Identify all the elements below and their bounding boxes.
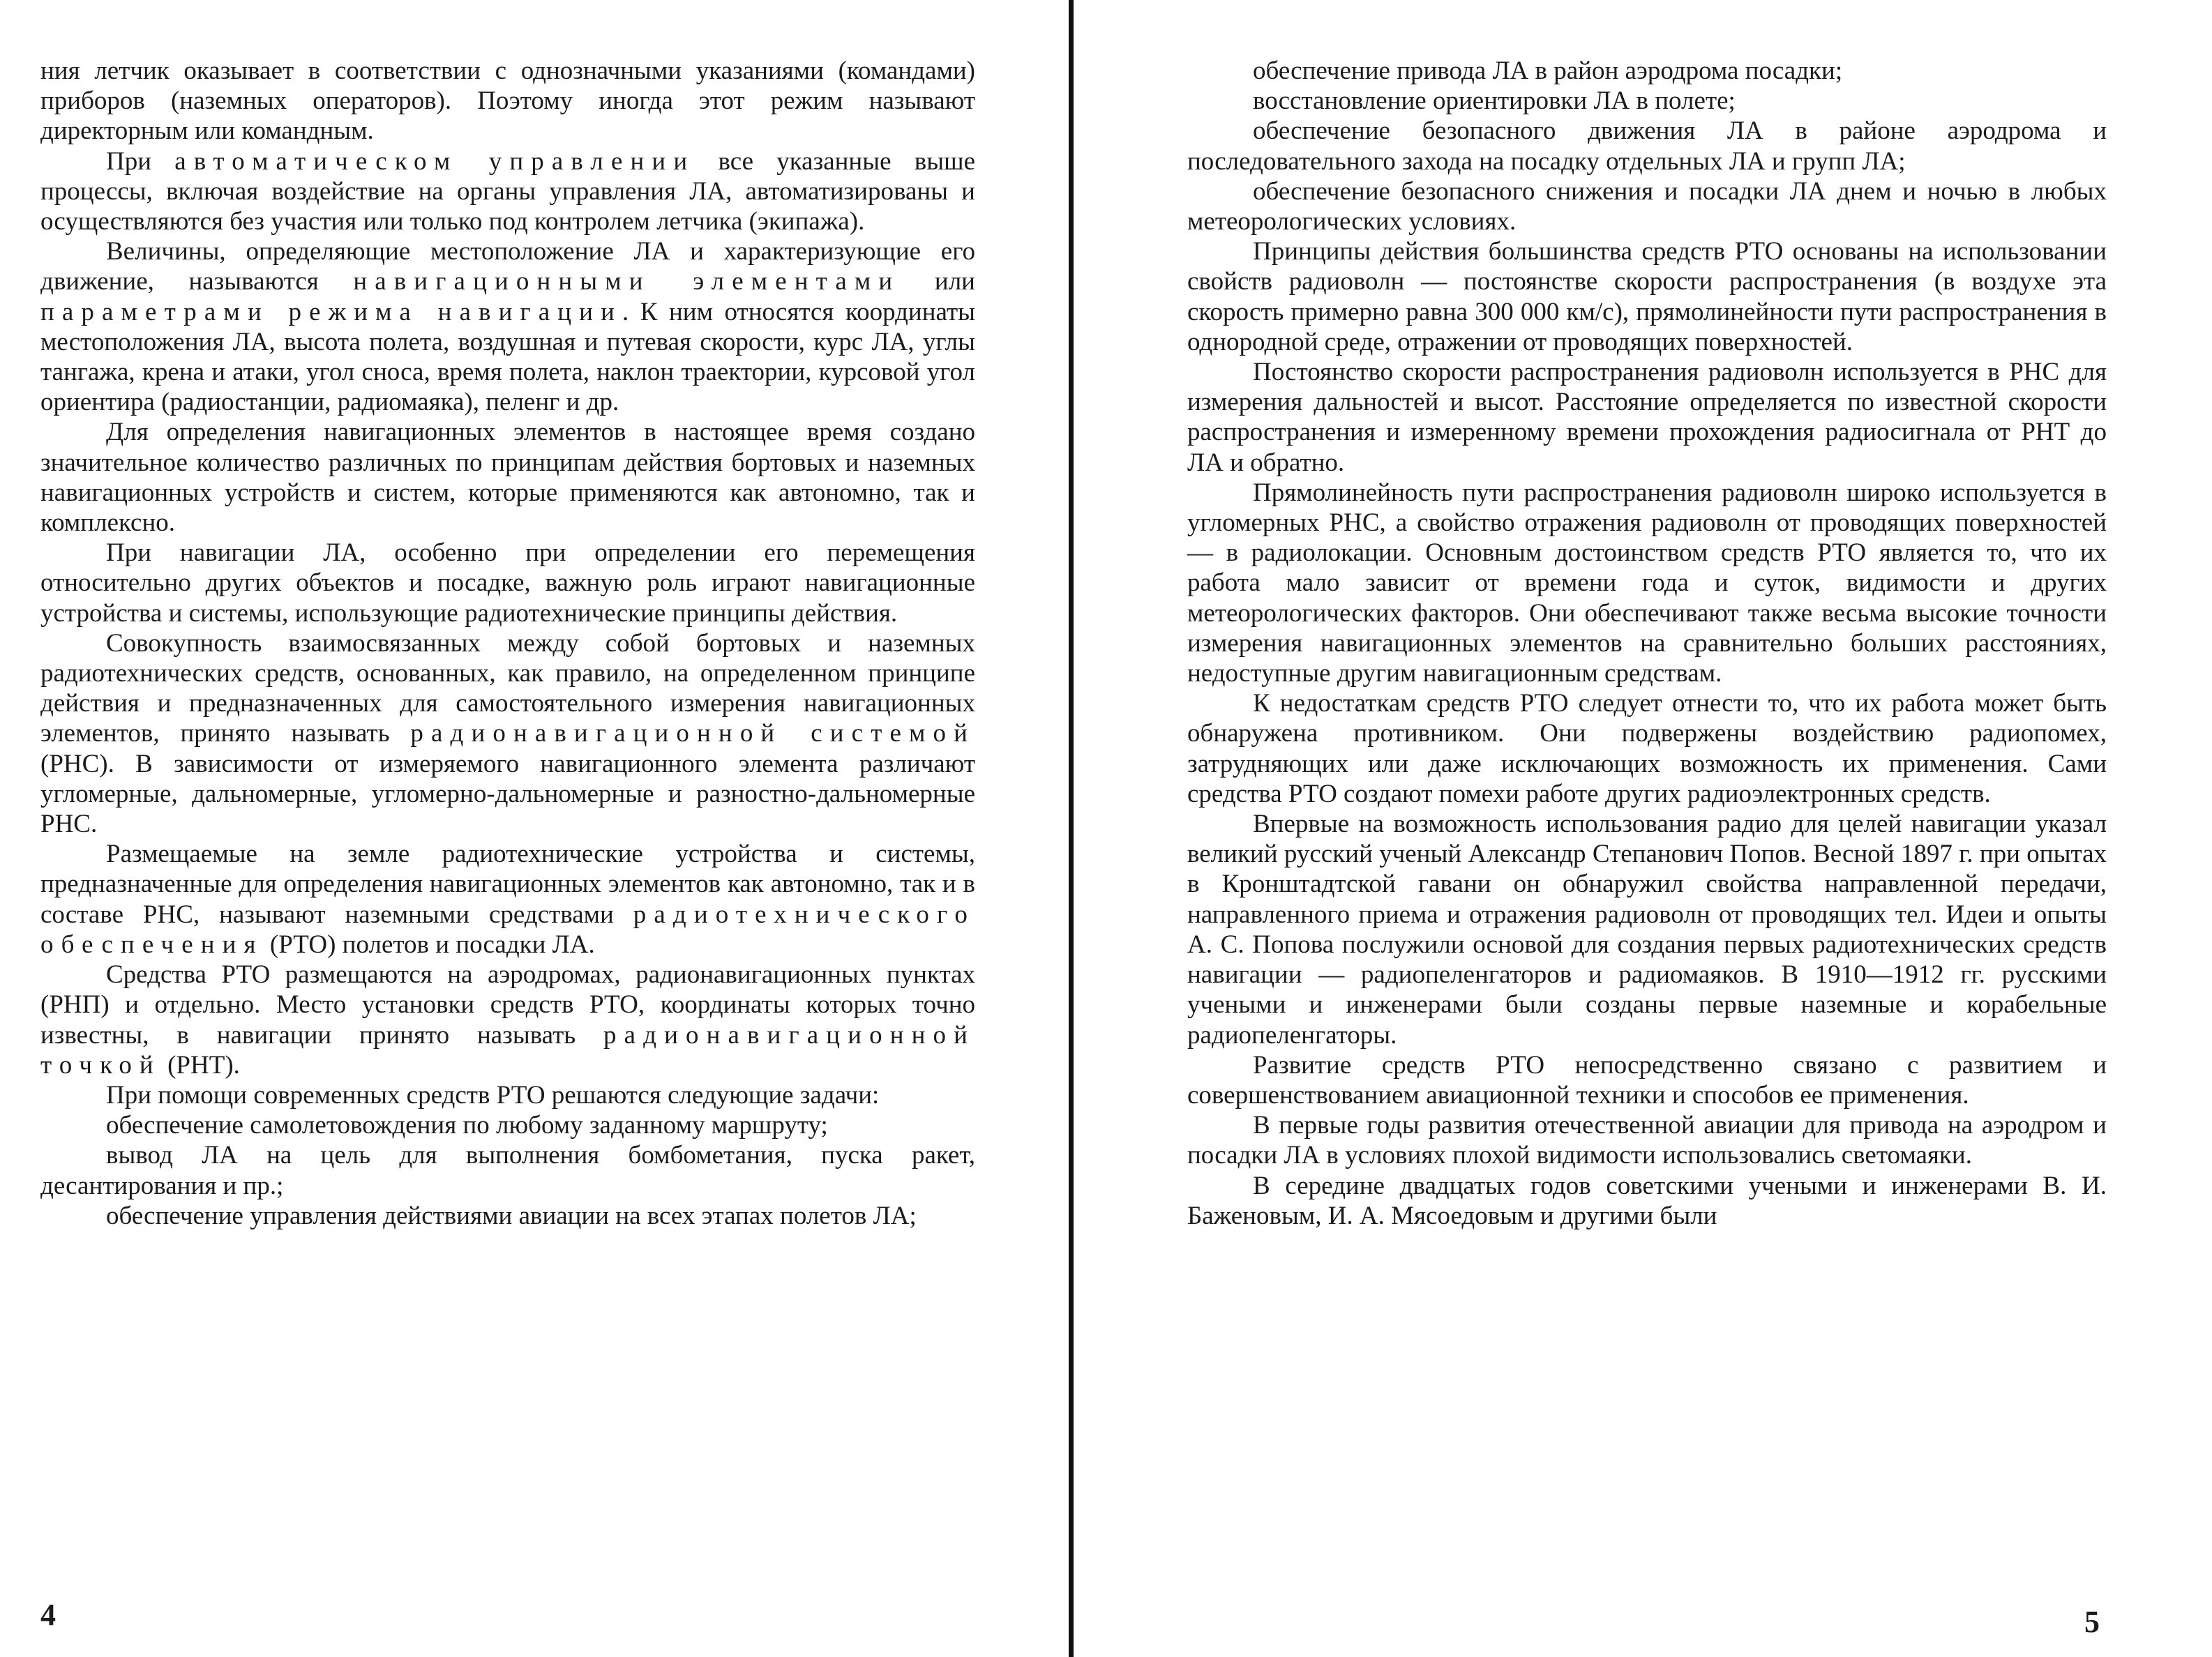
emphasized-term: навигационными элементами [353,267,901,296]
text-run: Развитие средств РТО непосредственно связано с развитием и совершенствованием авиационной техники и способов ее применения. [1187,1050,2107,1110]
page-number-left: 4 [40,1598,56,1632]
text-run: восстановление ориентировки ЛА в полете; [1253,86,1736,116]
left-list-item [40,1110,975,1140]
text-run: Постоянство скорости распространения радиоволн используется в РНС для измерения дальностей и высот. Расстояние определяется по известной скорости распространения и измеренному времени прохождения радиосигнала от РНТ до ЛА и обратно. [1187,358,2107,477]
text-run: При [106,146,175,176]
text-run: При помощи современных средств РТО решаются следующие задачи: [106,1080,880,1110]
text-run: . К ним относятся координаты местоположения ЛА, высота полета, воздушная и путевая скорости, курс ЛА, углы тангажа, крена и атаки, угол сноса, время полета, наклон траектории, курсовой угол ориентира (радиостанции, радиомаяка), пеленг и др. [40,297,976,417]
book-spine [1069,0,1074,1657]
text-run: ния летчик оказывает в соответствии с однозначными указаниями (командами) приборов (наземных операторов). Поэтому иногда этот режим называют директорным или командным. [40,56,975,146]
text-run: обеспечение управления действиями авиации на всех этапах полетов ЛА; [106,1201,917,1230]
right-list-item [1187,56,2107,86]
left-paragraph [40,56,975,146]
left-paragraph [40,417,975,538]
text-run: (РНТ). [160,1050,240,1080]
text-run: вывод ЛА на цель для выполнения бомбометания, пуска ракет, десантирования и пр.; [40,1141,975,1200]
right-list-item [1187,116,2107,176]
right-list-item [1187,86,2107,116]
text-run: обеспечение привода ЛА в район аэродрома посадки; [1253,56,1843,85]
left-paragraph [40,146,975,237]
text-run: обеспечение безопасного движения ЛА в районе аэродрома и последовательного захода на посадку отдельных ЛА и групп ЛА; [1187,116,2107,176]
left-paragraph [40,960,975,1080]
text-run: все указанные выше процессы, включая воздействие на органы управления ЛА, автоматизированы и осуществляются без участия или только под контролем летчика (экипажа). [40,146,975,236]
left-paragraph [40,1080,975,1110]
text-run: Размещаемые на земле радиотехнические устройства и системы, предназначенные для определения навигационных элементов как автономно, так и в составе РНС, называют наземными средствами [40,840,975,929]
text-run: обеспечение безопасного снижения и посадки ЛА днем и ночью в любых метеорологических условиях. [1187,176,2107,236]
text-run: Средства РТО размещаются на аэродромах, радионавигационных пунктах (РНП) и отдельно. Место установки средств РТО, координаты которых точно известны, в навигации принято называть [40,960,975,1050]
right-page-text [1187,56,2107,1231]
left-paragraph [40,538,975,628]
left-page-text [40,56,975,1231]
left-paragraph [40,628,975,839]
right-paragraph [1187,1110,2107,1170]
emphasized-term: радиотехнического обеспечения [40,900,975,959]
text-run: Впервые на возможность использования радио для целей навигации указал великий русский ученый Александр Степанович Попов. Весной 1897 г. при опытах в Кронштадтской гавани он обнаружил свойства направленной передачи, направленного приема и отражения радиоволн от проводящих тел. Идеи и опыты А. С. Попова послужили основой для создания первых радиотехнических средств навигации — радиопеленгаторов и радиомаяков. В 1910—1912 гг. русскими учеными и инженерами были созданы первые наземные и корабельные радиопеленгаторы. [1187,810,2107,1050]
text-run: (РНС). В зависимости от измеряемого навигационного элемента различают угломерные, дальномерные, угломерно-дальномерные и разностно-дальномерные РНС. [40,749,975,839]
text-run: В середине двадцатых годов советскими учеными и инженерами В. И. Баженовым, И. А. Мясоедовым и другими были [1187,1171,2107,1230]
text-run: Для определения навигационных элементов в настоящее время создано значительное количество различных по принципам действия бортовых и наземных навигационных устройств и систем, которые применяются как автономно, так и комплексно. [40,418,975,538]
right-paragraph [1187,1171,2107,1231]
text-run: Прямолинейность пути распространения радиоволн широко используется в угломерных РНС, а свойство отражения радиоволн от проводящих поверхностей — в радиолокации. Основным достоинством средств РТО является то, что их работа мало зависит от времени года и суток, видимости и других метеорологических факторов. Они обеспечивают также весьма высокие точности измерения навигационных элементов на сравнительно больших расстояниях, недоступные другим навигационным средствам. [1187,478,2107,688]
right-paragraph [1187,357,2107,478]
emphasized-term: радионавигационной системой [410,719,976,748]
emphasized-term: параметрами режима навигации [40,297,622,326]
emphasized-term: автоматическом управлении [174,146,695,176]
text-run: или [900,267,975,296]
right-paragraph [1187,809,2107,1050]
right-list-item [1187,176,2107,236]
text-run: (РТО) полетов и посадки ЛА. [263,930,595,959]
left-paragraph [40,236,975,417]
text-run: В первые годы развития отечественной авиации для привода на аэродром и посадки ЛА в условиях плохой видимости использовались светомаяки. [1187,1111,2107,1170]
text-run: К недостаткам средств РТО следует отнести то, что их работа может быть обнаружена противником. Они подвержены воздействию радиопомех, затрудняющих или даже исключающих возможность их применения. Сами средства РТО создают помехи работе других радиоэлектронных средств. [1187,689,2107,808]
left-list-item [40,1201,975,1231]
text-run: Совокупность взаимосвязанных между собой бортовых и наземных радиотехнических средств, основанных, как правило, на определенном принципе действия и предназначенных для самостоятельного измерения навигационных элементов, принято называть [40,628,975,748]
left-list-item [40,1140,975,1200]
text-run: Принципы действия большинства средств РТО основаны на использовании свойств радиоволн — постоянстве скорости распространения (в воздухе эта скорость примерно равна 300 000 км/с), прямолинейности пути распространения в однородной среде, отражении от проводящих поверхностей. [1187,237,2107,356]
right-paragraph [1187,236,2107,357]
text-run: обеспечение самолетовождения по любому заданному маршруту; [106,1111,828,1140]
text-run: При навигации ЛА, особенно при определении его перемещения относительно других объектов и посадке, важную роль играют навигационные устройства и системы, использующие радиотехнические принципы действия. [40,538,975,628]
emphasized-term: радионавигационной точкой [40,1020,975,1080]
right-paragraph [1187,478,2107,688]
page-number-right: 5 [2084,1605,2100,1639]
left-paragraph [40,839,975,960]
text-run: Величины, определяющие местоположение ЛА и характеризующие его движение, называются [40,237,975,296]
right-paragraph [1187,688,2107,809]
right-paragraph [1187,1050,2107,1110]
